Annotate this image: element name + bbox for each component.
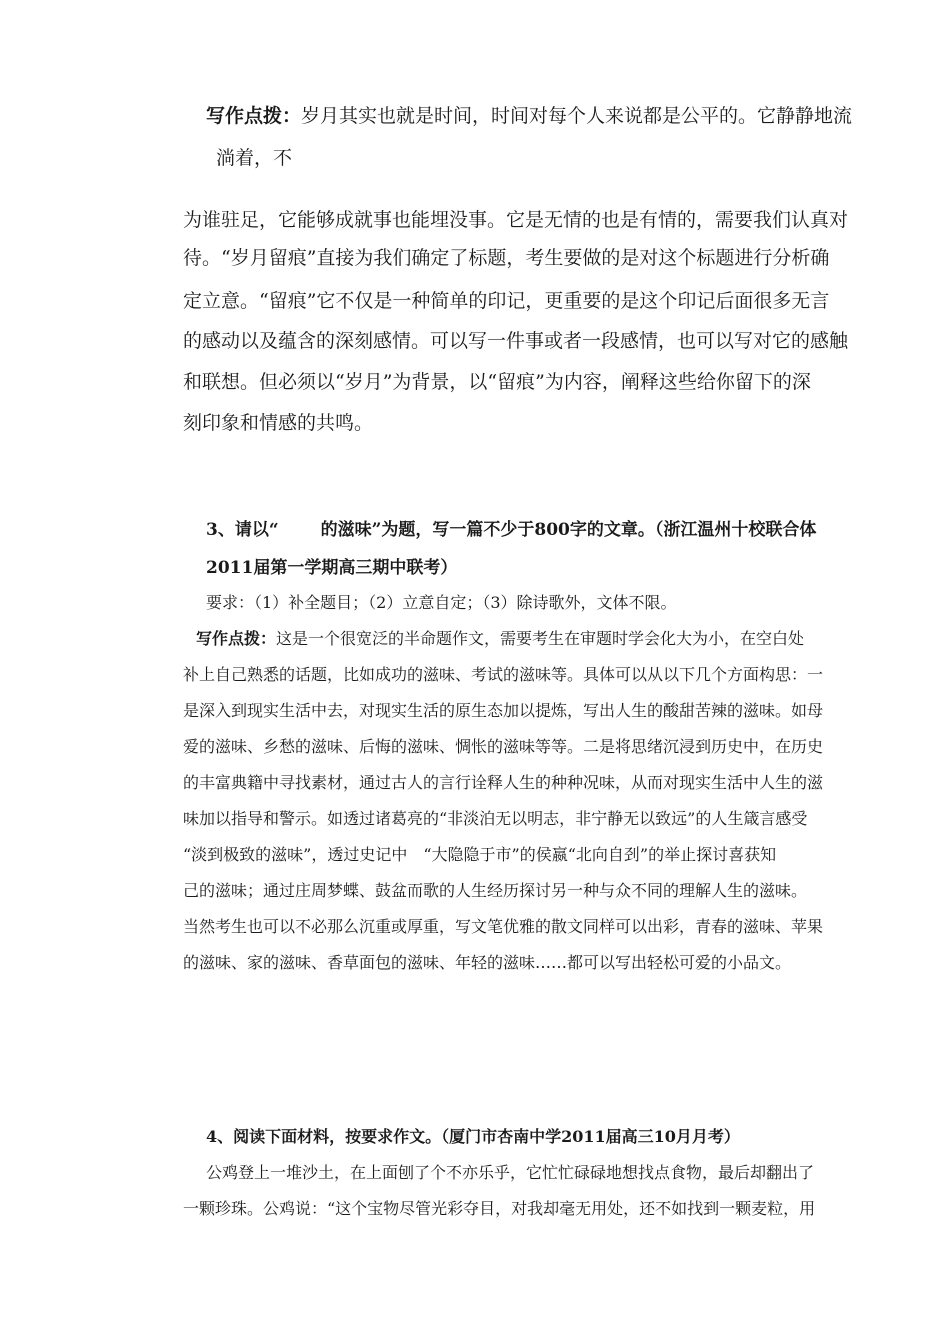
section3-tip-line-5: 的丰富典籍中寻找素材，通过古人的言行诠释人生的种种况味，从而对现实生活中人生的滋 bbox=[183, 773, 824, 792]
section2-tip-line-3: 为谁驻足，它能够成就事也能埋没事。它是无情的也是有情的，需要我们认真对 bbox=[183, 209, 849, 231]
section3-tip-line-4: 爱的滋味、乡愁的滋味、后悔的滋味、惆怅的滋味等等。二是将思绪沉浸到历史中，在历史 bbox=[183, 737, 824, 756]
section2-tip-line-8: 刻印象和情感的共鸣。 bbox=[183, 412, 374, 434]
section2-tip-line-2: 淌着，不 bbox=[216, 147, 293, 169]
section3-title-suffix: 的滋味”为题，写一篇不少于800字的文章。（浙江温州十校联合体 bbox=[320, 520, 817, 540]
section3-title-line-2: 2011届第一学期高三期中联考） bbox=[206, 558, 458, 578]
section4-material-line-1: 公鸡登上一堆沙土，在上面刨了个不亦乐乎，它忙忙碌碌地想找点食物，最后却翻出了 bbox=[206, 1163, 815, 1182]
section3-tip-line-6: 味加以指导和警示。如透过诸葛亮的“非淡泊无以明志，非宁静无以致远”的人生箴言感受 bbox=[183, 809, 808, 828]
section3-tip-line-1 bbox=[196, 626, 804, 649]
section3-tip-label: 写作点拨： bbox=[196, 629, 277, 648]
section3-title-prefix: 3、请以“ bbox=[206, 520, 279, 540]
section2-tip-line-1 bbox=[206, 101, 852, 128]
section3-tip-line-2: 补上自己熟悉的话题，比如成功的滋味、考试的滋味等。具体可以从以下几个方面构思：一 bbox=[183, 665, 824, 684]
section3-tip-line-8: 己的滋味；通过庄周梦蝶、鼓盆而歌的人生经历探讨另一种与众不同的理解人生的滋味。 bbox=[183, 881, 808, 900]
section3-tip-line-10: 的滋味、家的滋味、香草面包的滋味、年轻的滋味……都可以写出轻松可爱的小品文。 bbox=[183, 953, 792, 972]
section2-tip-text: 岁月其实也就是时间，时间对每个人来说都是公平的。它静静地流 bbox=[301, 105, 853, 127]
section2-tip-line-7: 和联想。但必须以“岁月”为背景，以“留痕”为内容，阐释这些给你留下的深 bbox=[183, 371, 811, 393]
section3-tip-line-7: “淡到极致的滋味”，透过史记中 “大隐隐于市”的侯嬴“北向自刭”的举止探讨喜获知 bbox=[183, 845, 777, 864]
section3-requirement: 要求：（1）补全题目；（2）立意自定；（3）除诗歌外，文体不限。 bbox=[206, 593, 677, 612]
section2-tip-line-6: 的感动以及蕴含的深刻感情。可以写一件事或者一段感情，也可以写对它的感触 bbox=[183, 330, 849, 352]
section3-tip-line-3: 是深入到现实生活中去，对现实生活的原生态加以提炼，写出人生的酸甜苦辣的滋味。如母 bbox=[183, 701, 824, 720]
section2-tip-line-4: 待。“岁月留痕”直接为我们确定了标题，考生要做的是对这个标题进行分析确 bbox=[183, 247, 830, 269]
section4-material-line-2: 一颗珍珠。公鸡说：“这个宝物尽管光彩夺目，对我却毫无用处，还不如找到一颗麦粒，用 bbox=[183, 1199, 816, 1218]
section3-tip-text: 这是一个很宽泛的半命题作文，需要考生在审题时学会化大为小，在空白处 bbox=[276, 629, 805, 648]
section3-title-line-1 bbox=[206, 515, 816, 540]
section2-tip-label: 写作点拨： bbox=[206, 105, 302, 127]
section4-title: 4、阅读下面材料，按要求作文。（厦门市杏南中学2011届高三10月月考） bbox=[206, 1127, 740, 1146]
section3-tip-line-9: 当然考生也可以不必那么沉重或厚重，写文笔优雅的散文同样可以出彩，青春的滋味、苹果 bbox=[183, 917, 824, 936]
section2-tip-line-5: 定立意。“留痕”它不仅是一种简单的印记，更重要的是这个印记后面很多无言 bbox=[183, 290, 830, 312]
